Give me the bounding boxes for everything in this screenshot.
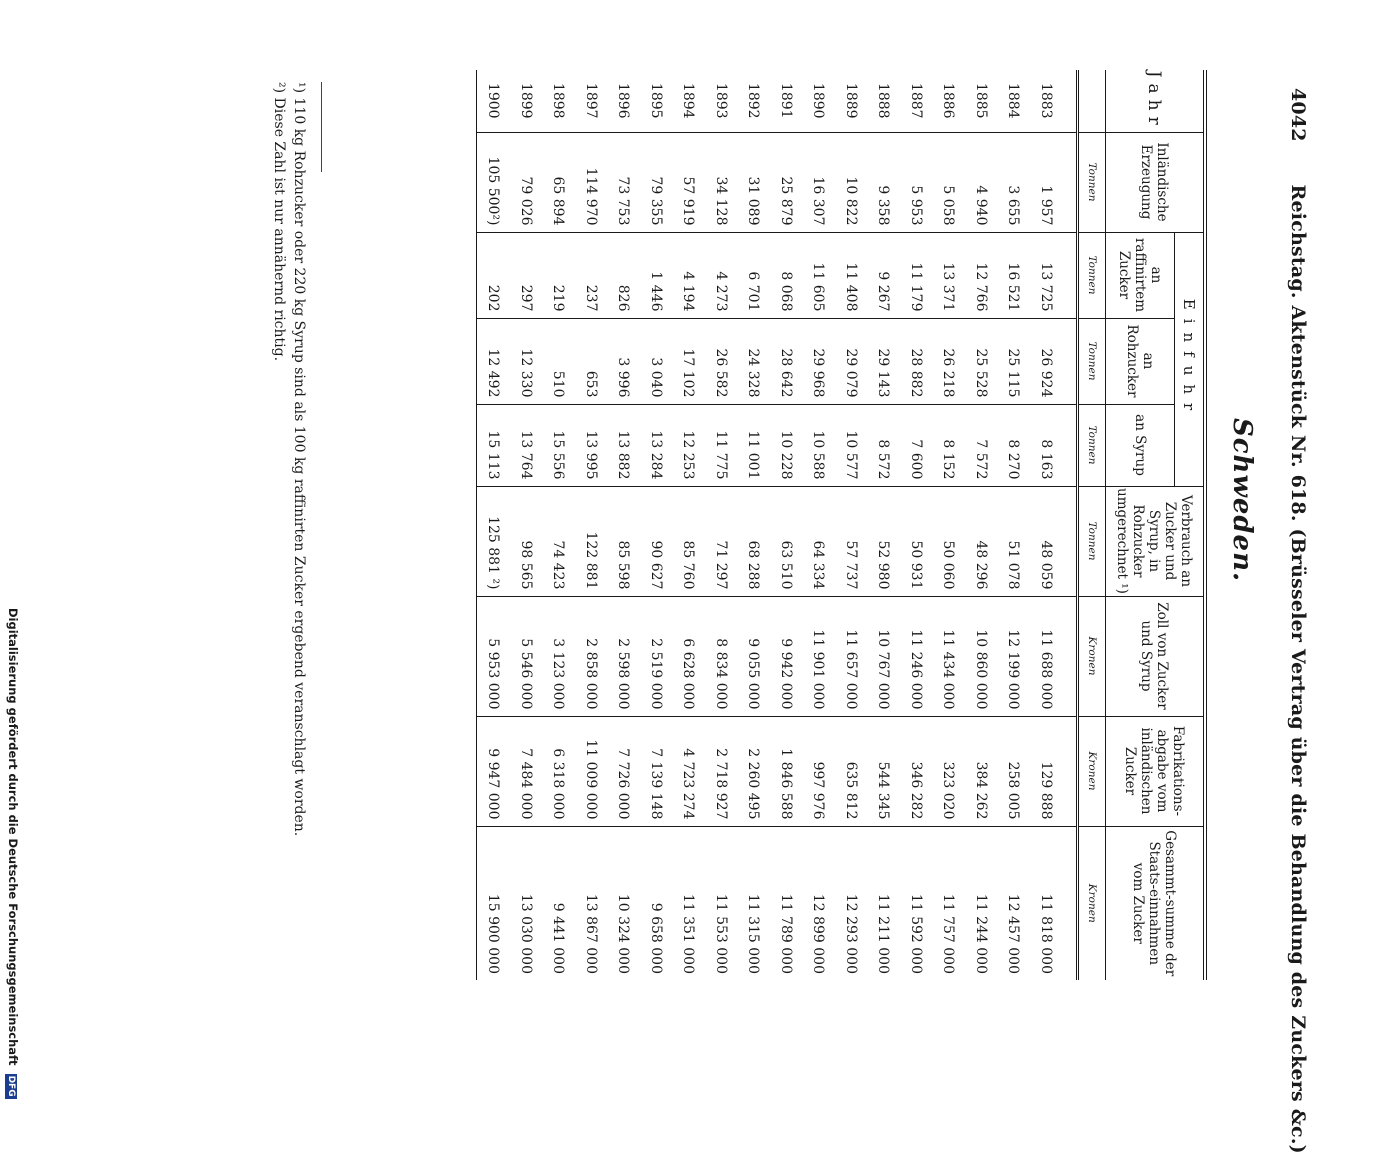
value-cell: 4 940 xyxy=(965,132,998,232)
value-cell: 13 284 xyxy=(640,404,673,486)
value-cell: 12 766 xyxy=(965,232,998,318)
value-cell: 12 492 xyxy=(477,318,510,404)
value-cell: 9 055 000 xyxy=(737,596,770,716)
col-header-abgabe: Fabrikations-abgabe vom inländischen Zucker xyxy=(1106,716,1206,826)
value-cell: 7 572 xyxy=(965,404,998,486)
value-cell: 8 152 xyxy=(932,404,965,486)
value-cell: 510 xyxy=(542,318,575,404)
value-cell: 1 957 xyxy=(1030,132,1078,232)
table-row xyxy=(640,70,673,980)
col-header-verbrauch: Verbrauch an Zucker und Syrup, in Rohzucker umgerechnet ¹) xyxy=(1106,486,1206,596)
unit-label: Kronen xyxy=(1078,716,1106,826)
value-cell: 653 xyxy=(575,318,608,404)
value-cell: 6 318 000 xyxy=(542,716,575,826)
value-cell: 297 xyxy=(510,232,543,318)
footnote-rule xyxy=(321,82,322,172)
table-row xyxy=(607,70,640,980)
value-cell: 85 598 xyxy=(607,486,640,596)
year-cell: 1887 xyxy=(907,82,924,119)
value-cell: 11 351 000 xyxy=(672,826,705,980)
value-cell: 114 970 xyxy=(575,132,608,232)
value-cell: 13 882 xyxy=(607,404,640,486)
value-cell: 17 102 xyxy=(672,318,705,404)
unit-label: Tonnen xyxy=(1078,132,1106,232)
table-row xyxy=(770,70,803,980)
value-cell: 48 296 xyxy=(965,486,998,596)
value-cell: 26 924 xyxy=(1030,318,1078,404)
value-cell: 15 113 xyxy=(477,404,510,486)
table-row xyxy=(997,70,1030,980)
value-cell: 5 953 000 xyxy=(477,596,510,716)
value-cell: 28 882 xyxy=(900,318,933,404)
value-cell: 10 767 000 xyxy=(867,596,900,716)
year-cell: 1894 xyxy=(680,82,697,119)
value-cell: 11 775 xyxy=(705,404,738,486)
year-cell: 1892 xyxy=(745,82,762,119)
table-row xyxy=(867,70,900,980)
page-title: Schweden. xyxy=(1227,417,1257,583)
year-cell: 1884 xyxy=(1005,82,1022,119)
value-cell: 74 423 xyxy=(542,486,575,596)
year-cell: 1891 xyxy=(777,82,794,119)
value-cell: 7 484 000 xyxy=(510,716,543,826)
unit-blank xyxy=(1078,70,1106,132)
value-cell: 125 881 ²) xyxy=(477,486,510,596)
value-cell: 11 688 000 xyxy=(1030,596,1078,716)
value-cell: 9 947 000 xyxy=(477,716,510,826)
value-cell: 13 867 000 xyxy=(575,826,608,980)
value-cell: 50 931 xyxy=(900,486,933,596)
value-cell: 346 282 xyxy=(900,716,933,826)
value-cell: 202 xyxy=(477,232,510,318)
value-cell: 15 556 xyxy=(542,404,575,486)
value-cell: 8 572 xyxy=(867,404,900,486)
year-cell: 1899 xyxy=(517,82,534,119)
value-cell: 2 598 000 xyxy=(607,596,640,716)
value-cell: 12 199 000 xyxy=(997,596,1030,716)
unit-label: Tonnen xyxy=(1078,318,1106,404)
value-cell: 12 253 xyxy=(672,404,705,486)
value-cell: 10 860 000 xyxy=(965,596,998,716)
value-cell: 26 218 xyxy=(932,318,965,404)
table-row xyxy=(542,70,575,980)
value-cell: 79 355 xyxy=(640,132,673,232)
value-cell: 258 005 xyxy=(997,716,1030,826)
value-cell: 11 605 xyxy=(802,232,835,318)
value-cell: 10 228 xyxy=(770,404,803,486)
value-cell: 10 324 000 xyxy=(607,826,640,980)
col-header-zoll: Zoll von Zucker und Syrup xyxy=(1106,596,1206,716)
col-header-gesamt: Gesammt-summe der Staats-einnahmen vom Zucker xyxy=(1106,826,1206,980)
table-row xyxy=(737,70,770,980)
value-cell: 1 846 588 xyxy=(770,716,803,826)
value-cell: 11 211 000 xyxy=(867,826,900,980)
year-cell: 1897 xyxy=(582,82,599,119)
table-row xyxy=(802,70,835,980)
year-cell: 1888 xyxy=(875,82,892,119)
header-text: Reichstag. Aktenstück Nr. 618. (Brüsseler Vertrag über die Behandlung des Zuckers &c.) xyxy=(1287,184,1309,1154)
value-cell: 11 246 000 xyxy=(900,596,933,716)
value-cell: 16 521 xyxy=(997,232,1030,318)
col-header-roh: an Rohzucker xyxy=(1106,318,1175,404)
unit-label: Kronen xyxy=(1078,826,1106,980)
value-cell: 11 818 000 xyxy=(1030,826,1078,980)
value-cell: 10 577 xyxy=(835,404,868,486)
value-cell: 544 345 xyxy=(867,716,900,826)
year-cell: 1890 xyxy=(810,82,827,119)
value-cell: 7 139 148 xyxy=(640,716,673,826)
value-cell: 90 627 xyxy=(640,486,673,596)
value-cell: 3 996 xyxy=(607,318,640,404)
col-header-year: Jahr xyxy=(1106,70,1206,132)
value-cell: 52 980 xyxy=(867,486,900,596)
value-cell: 11 657 000 xyxy=(835,596,868,716)
year-cell: 1889 xyxy=(842,82,859,119)
year-cell: 1898 xyxy=(550,82,567,119)
unit-label: Tonnen xyxy=(1078,232,1106,318)
year-cell: 1885 xyxy=(972,82,989,119)
value-cell: 29 079 xyxy=(835,318,868,404)
table-row xyxy=(575,70,608,980)
table-row xyxy=(1030,70,1078,980)
value-cell: 51 078 xyxy=(997,486,1030,596)
value-cell: 826 xyxy=(607,232,640,318)
table-row xyxy=(835,70,868,980)
value-cell: 71 297 xyxy=(705,486,738,596)
value-cell: 635 812 xyxy=(835,716,868,826)
value-cell: 4 273 xyxy=(705,232,738,318)
value-cell: 105 500²) xyxy=(477,132,510,232)
year-cell: 1893 xyxy=(712,82,729,119)
value-cell: 9 441 000 xyxy=(542,826,575,980)
col-group-einfuhr: Einfuhr xyxy=(1175,232,1206,486)
value-cell: 28 642 xyxy=(770,318,803,404)
value-cell: 11 001 xyxy=(737,404,770,486)
value-cell: 10 822 xyxy=(835,132,868,232)
value-cell: 57 919 xyxy=(672,132,705,232)
value-cell: 85 760 xyxy=(672,486,705,596)
unit-label: Kronen xyxy=(1078,596,1106,716)
value-cell: 323 020 xyxy=(932,716,965,826)
value-cell: 13 725 xyxy=(1030,232,1078,318)
value-cell: 79 026 xyxy=(510,132,543,232)
value-cell: 6 628 000 xyxy=(672,596,705,716)
value-cell: 50 060 xyxy=(932,486,965,596)
col-header-inland: Inländische Erzeugung xyxy=(1106,132,1206,232)
value-cell: 11 315 000 xyxy=(737,826,770,980)
value-cell: 8 068 xyxy=(770,232,803,318)
value-cell: 25 879 xyxy=(770,132,803,232)
value-cell: 11 757 000 xyxy=(932,826,965,980)
unit-label: Tonnen xyxy=(1078,486,1106,596)
value-cell: 8 834 000 xyxy=(705,596,738,716)
value-cell: 7 600 xyxy=(900,404,933,486)
sugar-statistics-table xyxy=(476,70,1207,980)
value-cell: 13 371 xyxy=(932,232,965,318)
value-cell: 64 334 xyxy=(802,486,835,596)
value-cell: 6 701 xyxy=(737,232,770,318)
value-cell: 12 330 xyxy=(510,318,543,404)
value-cell: 25 115 xyxy=(997,318,1030,404)
year-cell: 1900 xyxy=(477,70,510,132)
value-cell: 12 457 000 xyxy=(997,826,1030,980)
value-cell: 2 519 000 xyxy=(640,596,673,716)
value-cell: 11 434 000 xyxy=(932,596,965,716)
value-cell: 11 553 000 xyxy=(705,826,738,980)
value-cell: 122 881 xyxy=(575,486,608,596)
table-row xyxy=(510,70,543,980)
value-cell: 9 267 xyxy=(867,232,900,318)
year-cell: 1886 xyxy=(940,82,957,119)
value-cell: 63 510 xyxy=(770,486,803,596)
footnote-1: ¹) 110 kg Rohzucker oder 220 kg Syrup sind als 100 kg raffinirten Zucker ergebend veranschlagt worden. xyxy=(291,82,307,837)
value-cell: 13 995 xyxy=(575,404,608,486)
value-cell: 29 968 xyxy=(802,318,835,404)
value-cell: 12 899 000 xyxy=(802,826,835,980)
table-row xyxy=(900,70,933,980)
value-cell: 5 953 xyxy=(900,132,933,232)
value-cell: 2 718 927 xyxy=(705,716,738,826)
value-cell: 11 408 xyxy=(835,232,868,318)
value-cell: 2 858 000 xyxy=(575,596,608,716)
col-header-raff: an raffinirtem Zucker xyxy=(1106,232,1175,318)
value-cell: 12 293 000 xyxy=(835,826,868,980)
value-cell: 34 128 xyxy=(705,132,738,232)
value-cell: 73 753 xyxy=(607,132,640,232)
value-cell: 3 040 xyxy=(640,318,673,404)
value-cell: 8 270 xyxy=(997,404,1030,486)
col-header-syrup: an Syrup xyxy=(1106,404,1175,486)
value-cell: 129 888 xyxy=(1030,716,1078,826)
value-cell: 31 089 xyxy=(737,132,770,232)
value-cell: 10 588 xyxy=(802,404,835,486)
table-row xyxy=(477,70,510,980)
digitization-credit-text: Digitalisierung gefördert durch die Deutsche Forschungsgemeinschaft xyxy=(6,608,20,1066)
value-cell: 24 328 xyxy=(737,318,770,404)
unit-label: Tonnen xyxy=(1078,404,1106,486)
table-row xyxy=(965,70,998,980)
year-cell: 1895 xyxy=(647,82,664,119)
value-cell: 11 592 000 xyxy=(900,826,933,980)
value-cell: 15 900 000 xyxy=(477,826,510,980)
value-cell: 4 723 274 xyxy=(672,716,705,826)
year-cell: 1883 xyxy=(1037,82,1054,119)
value-cell: 13 764 xyxy=(510,404,543,486)
value-cell: 26 582 xyxy=(705,318,738,404)
year-cell: 1896 xyxy=(615,82,632,119)
footnote-2: ²) Diese Zahl ist nur annähernd richtig. xyxy=(271,82,287,362)
value-cell: 11 009 000 xyxy=(575,716,608,826)
table-row xyxy=(932,70,965,980)
value-cell: 65 894 xyxy=(542,132,575,232)
dfg-logo: DFG xyxy=(6,1075,16,1097)
table-row xyxy=(672,70,705,980)
value-cell: 4 194 xyxy=(672,232,705,318)
value-cell: 16 307 xyxy=(802,132,835,232)
page-number: 4042 xyxy=(1287,88,1309,142)
value-cell: 237 xyxy=(575,232,608,318)
value-cell: 3 655 xyxy=(997,132,1030,232)
value-cell: 25 528 xyxy=(965,318,998,404)
value-cell: 13 030 000 xyxy=(510,826,543,980)
value-cell: 5 058 xyxy=(932,132,965,232)
value-cell: 48 059 xyxy=(1030,486,1078,596)
value-cell: 9 942 000 xyxy=(770,596,803,716)
value-cell: 68 288 xyxy=(737,486,770,596)
value-cell: 11 789 000 xyxy=(770,826,803,980)
value-cell: 8 163 xyxy=(1030,404,1078,486)
value-cell: 9 658 000 xyxy=(640,826,673,980)
value-cell: 98 565 xyxy=(510,486,543,596)
value-cell: 57 737 xyxy=(835,486,868,596)
value-cell: 384 262 xyxy=(965,716,998,826)
value-cell: 1 446 xyxy=(640,232,673,318)
value-cell: 11 179 xyxy=(900,232,933,318)
value-cell: 11 901 000 xyxy=(802,596,835,716)
value-cell: 5 546 000 xyxy=(510,596,543,716)
value-cell: 9 358 xyxy=(867,132,900,232)
value-cell: 11 244 000 xyxy=(965,826,998,980)
value-cell: 219 xyxy=(542,232,575,318)
running-header xyxy=(1287,88,1309,1154)
value-cell: 3 123 000 xyxy=(542,596,575,716)
value-cell: 7 726 000 xyxy=(607,716,640,826)
value-cell: 29 143 xyxy=(867,318,900,404)
value-cell: 997 976 xyxy=(802,716,835,826)
table-row xyxy=(705,70,738,980)
value-cell: 2 260 495 xyxy=(737,716,770,826)
